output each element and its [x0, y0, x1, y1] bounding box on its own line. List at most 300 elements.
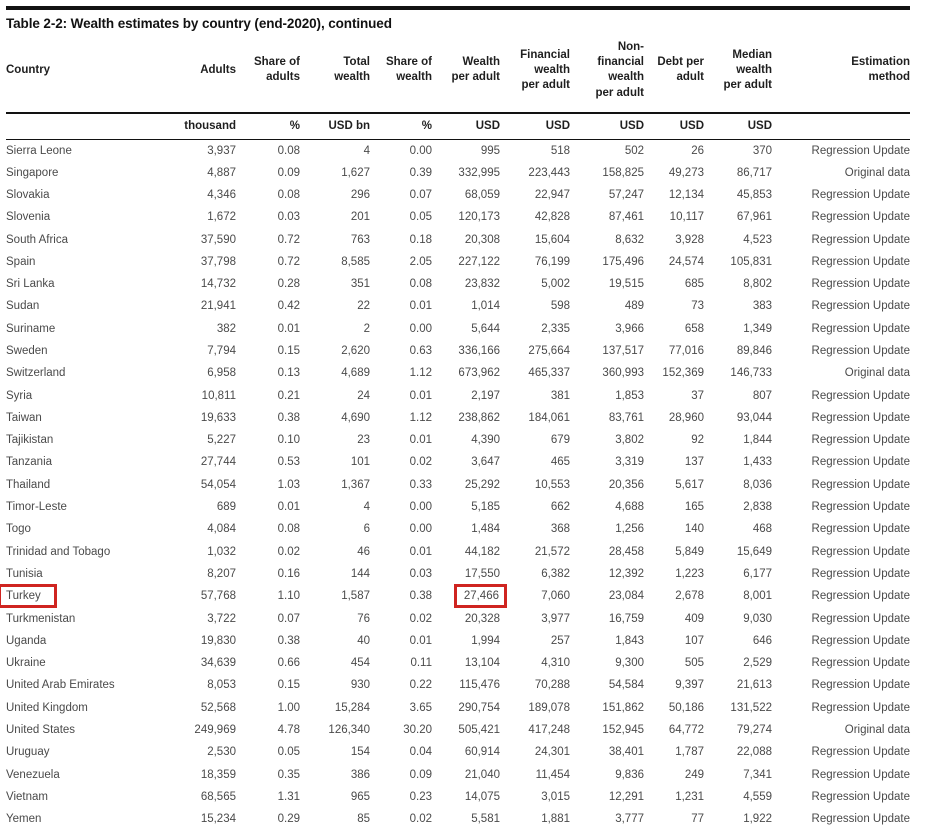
value-cell: 37,590 — [200, 233, 236, 246]
value-cell: 146,733 — [730, 367, 772, 380]
table-row — [6, 429, 910, 451]
value-cell: 60,914 — [464, 746, 500, 759]
value-cell: Original data — [844, 724, 910, 737]
value-cell: 409 — [684, 612, 704, 625]
value-cell: Regression Update — [811, 768, 910, 781]
value-cell: 1,994 — [471, 634, 500, 647]
value-cell: Regression Update — [811, 411, 910, 424]
value-cell: 0.00 — [409, 322, 432, 335]
unit-cell: USD — [644, 113, 704, 140]
value-cell: 27,744 — [200, 456, 236, 469]
value-cell: 50,186 — [668, 701, 704, 714]
value-cell: Regression Update — [811, 478, 910, 491]
value-cell: 505 — [684, 657, 704, 670]
value-cell: 336,166 — [458, 345, 500, 357]
value-cell: 77 — [691, 813, 704, 826]
value-cell: 0.66 — [277, 657, 300, 670]
country-cell: Thailand — [6, 478, 51, 491]
value-cell: 4,688 — [615, 501, 644, 514]
table-row — [6, 318, 910, 340]
value-cell: 54,054 — [200, 478, 236, 491]
value-cell: 1.10 — [277, 590, 300, 603]
value-cell: 0.33 — [409, 478, 432, 491]
value-cell: 1,627 — [341, 166, 370, 179]
value-cell: 18,359 — [200, 768, 236, 781]
value-cell: 9,397 — [675, 679, 704, 692]
value-cell: 20,308 — [464, 233, 500, 246]
table-row — [6, 563, 910, 585]
value-cell: 0.13 — [277, 367, 300, 380]
value-cell: Regression Update — [811, 233, 910, 246]
value-cell: 382 — [216, 322, 236, 335]
value-cell: 0.38 — [277, 634, 300, 647]
value-cell: 502 — [624, 144, 644, 157]
value-cell: 158,825 — [602, 166, 644, 179]
value-cell: 689 — [216, 501, 236, 514]
value-cell: 10,553 — [534, 478, 570, 491]
value-cell: 4,887 — [207, 166, 236, 179]
value-cell: 19,633 — [200, 411, 236, 424]
value-cell: 4,523 — [743, 233, 772, 246]
value-cell: 1,367 — [341, 478, 370, 491]
value-cell: 275,664 — [528, 345, 570, 357]
value-cell: 0.01 — [277, 322, 300, 335]
value-cell: 30.20 — [403, 724, 432, 737]
table-row — [6, 741, 910, 763]
table-row — [6, 273, 910, 295]
value-cell: 0.16 — [277, 567, 300, 580]
value-cell: 0.02 — [409, 813, 432, 826]
header-row — [6, 31, 910, 113]
table-row — [6, 496, 910, 518]
value-cell: 646 — [752, 634, 772, 647]
country-cell: Timor-Leste — [6, 501, 67, 514]
value-cell: 3,937 — [207, 144, 236, 157]
value-cell: 5,849 — [675, 545, 704, 558]
value-cell: 381 — [550, 389, 570, 402]
document-page — [6, 6, 910, 830]
unit-cell — [6, 113, 174, 140]
value-cell: 67,961 — [736, 211, 772, 224]
value-cell: 0.01 — [409, 300, 432, 313]
value-cell: Regression Update — [811, 501, 910, 514]
country-cell: Taiwan — [6, 411, 42, 424]
country-cell: Suriname — [6, 322, 56, 335]
table-title: Table 2-2: Wealth estimates by country (end-2020), continued — [6, 16, 392, 31]
value-cell: 1,349 — [743, 322, 772, 335]
top-rule — [6, 6, 910, 10]
highlight-box: Turkey — [0, 584, 57, 608]
country-cell — [6, 585, 174, 607]
value-cell: 2.05 — [409, 255, 432, 268]
country-cell: Singapore — [6, 166, 59, 179]
value-cell: 1,014 — [471, 300, 500, 313]
value-cell: 0.03 — [409, 567, 432, 580]
value-cell: 23,832 — [464, 278, 500, 291]
country-cell: Vietnam — [6, 790, 48, 803]
value-cell: 12,392 — [608, 567, 644, 580]
table-row — [6, 228, 910, 250]
value-cell: 15,604 — [534, 233, 570, 246]
table-row — [6, 630, 910, 652]
value-cell: 14,075 — [464, 790, 500, 803]
value-cell: 76 — [357, 612, 370, 625]
table-row — [6, 652, 910, 674]
value-cell: 227,122 — [458, 255, 500, 268]
value-cell: 1,672 — [207, 211, 236, 224]
column-header-6: Financial wealth per adult — [500, 31, 570, 113]
value-cell: 189,078 — [528, 701, 570, 714]
table-row — [6, 251, 910, 273]
value-cell: 4 — [363, 144, 370, 157]
value-cell: 107 — [684, 634, 704, 647]
value-cell: 0.04 — [409, 746, 432, 759]
value-cell: 3,802 — [615, 434, 644, 447]
value-cell: Regression Update — [811, 746, 910, 759]
column-header-2: Share of adults — [236, 31, 300, 113]
value-cell: 1.12 — [409, 367, 432, 380]
country-cell: Venezuela — [6, 768, 60, 781]
table-row — [6, 451, 910, 473]
table-row — [6, 407, 910, 429]
value-cell: Regression Update — [811, 790, 910, 803]
value-cell: 995 — [480, 144, 500, 157]
value-cell: Regression Update — [811, 278, 910, 291]
value-cell: 76,199 — [534, 255, 570, 268]
value-cell: Regression Update — [811, 612, 910, 625]
value-cell: Regression Update — [811, 679, 910, 692]
value-cell: 249,969 — [194, 724, 236, 737]
country-cell: Slovakia — [6, 188, 50, 201]
value-cell: 175,496 — [602, 255, 644, 268]
country-cell: Switzerland — [6, 367, 66, 380]
value-cell: 0.01 — [409, 389, 432, 402]
value-cell: 70,288 — [534, 679, 570, 692]
value-cell: 15,234 — [200, 813, 236, 826]
table-row — [6, 541, 910, 563]
country-cell: Togo — [6, 523, 31, 536]
value-cell: 658 — [684, 322, 704, 335]
value-cell: 5,185 — [471, 501, 500, 514]
value-cell: 2,678 — [675, 590, 704, 603]
column-header-1: Adults — [174, 31, 236, 113]
value-cell: 0.05 — [277, 746, 300, 759]
value-cell: 4.78 — [277, 724, 300, 737]
value-cell: 10,117 — [669, 211, 704, 224]
value-cell: 44,182 — [464, 545, 500, 558]
value-cell: 12,291 — [608, 790, 644, 803]
value-cell: 8,802 — [743, 278, 772, 291]
value-cell: 0.01 — [409, 545, 432, 558]
value-cell: 0.02 — [409, 456, 432, 469]
value-cell: 1.03 — [277, 478, 300, 491]
value-cell: 165 — [684, 501, 704, 514]
column-header-4: Share of wealth — [370, 31, 432, 113]
value-cell: Regression Update — [811, 590, 910, 603]
value-cell: 489 — [624, 300, 644, 313]
value-cell: Regression Update — [811, 255, 910, 268]
value-cell: 16,759 — [608, 612, 644, 625]
value-cell: 5,227 — [207, 434, 236, 447]
country-cell: Trinidad and Tobago — [6, 545, 111, 558]
unit-cell: % — [236, 113, 300, 140]
table-row — [6, 184, 910, 206]
value-cell: 38,401 — [608, 746, 644, 759]
value-cell: 0.22 — [409, 679, 432, 692]
value-cell: 20,356 — [608, 478, 644, 491]
value-cell: 0.07 — [277, 612, 300, 625]
unit-cell — [772, 113, 910, 140]
value-cell: 6,958 — [207, 367, 236, 380]
table-row — [6, 674, 910, 696]
value-cell: 26 — [691, 144, 704, 157]
value-cell: 368 — [550, 523, 570, 536]
value-cell: 0.03 — [277, 211, 300, 224]
table-row — [6, 808, 910, 830]
value-cell: 0.00 — [409, 144, 432, 157]
value-cell: 0.01 — [409, 634, 432, 647]
value-cell: 257 — [550, 634, 570, 647]
value-cell: 383 — [752, 300, 772, 313]
unit-cell: USD — [432, 113, 500, 140]
country-cell: Uganda — [6, 634, 47, 647]
value-cell: 13,104 — [464, 657, 500, 670]
value-cell: 7,341 — [743, 768, 772, 781]
value-cell: 0.39 — [409, 166, 432, 179]
value-cell: 0.08 — [277, 144, 300, 157]
value-cell: 52,568 — [200, 701, 236, 714]
country-cell: Sri Lanka — [6, 278, 55, 291]
value-cell: 0.15 — [277, 679, 300, 692]
value-cell: 417,248 — [528, 724, 570, 737]
country-cell: United States — [6, 724, 76, 737]
value-cell: 10,811 — [201, 389, 236, 402]
value-cell: 249 — [684, 768, 704, 781]
table-row — [6, 362, 910, 384]
value-cell: 0.35 — [277, 768, 300, 781]
value-cell: 37 — [691, 389, 704, 402]
country-cell: Tajikistan — [6, 434, 54, 447]
value-cell: 24,574 — [668, 255, 704, 268]
country-cell: Slovenia — [6, 211, 51, 224]
value-cell: 0.15 — [277, 345, 300, 357]
value-cell: 505,421 — [458, 724, 500, 737]
value-cell: 5,002 — [541, 278, 570, 291]
table-row — [6, 340, 910, 362]
value-cell: 0.05 — [409, 211, 432, 224]
country-cell: Spain — [6, 255, 36, 268]
value-cell: 8,632 — [615, 233, 644, 246]
value-cell: 2,529 — [743, 657, 772, 670]
country-cell: Uruguay — [6, 746, 50, 759]
value-cell: 685 — [684, 278, 704, 291]
value-cell: 0.11 — [410, 657, 432, 670]
column-header-7: Non- financial wealth per adult — [570, 31, 644, 113]
value-cell: 8,001 — [743, 590, 772, 603]
value-cell: 2,197 — [471, 389, 500, 402]
unit-cell: USD — [570, 113, 644, 140]
value-cell: 21,040 — [464, 768, 500, 781]
value-cell: 3,977 — [541, 612, 570, 625]
country-cell: Ukraine — [6, 657, 46, 670]
value-cell: 0.07 — [409, 188, 432, 201]
value-cell: 0.72 — [277, 255, 300, 268]
value-cell: 8,053 — [207, 679, 236, 692]
unit-cell: % — [370, 113, 432, 140]
value-cell: 290,754 — [458, 701, 500, 714]
value-cell: 4,559 — [743, 790, 772, 803]
value-cell: 673,962 — [458, 367, 500, 380]
value-cell: 2,838 — [743, 501, 772, 514]
value-cell: 0.38 — [409, 590, 432, 603]
value-cell: 120,173 — [458, 211, 500, 224]
value-cell: 68,059 — [464, 188, 500, 201]
value-cell: 0.28 — [277, 278, 300, 291]
value-cell: 0.29 — [277, 813, 300, 826]
value-cell: 151,862 — [602, 701, 644, 714]
value-cell: 73 — [691, 300, 704, 313]
value-cell: 465 — [550, 456, 570, 469]
value-cell: 89,846 — [736, 345, 772, 357]
value-cell: Regression Update — [811, 144, 910, 157]
value-cell: 24 — [357, 389, 370, 402]
value-cell: 25,292 — [464, 478, 500, 491]
value-cell: 42,828 — [534, 211, 570, 224]
value-cell: 144 — [350, 567, 370, 580]
value-cell: 28,960 — [668, 411, 704, 424]
value-cell: 68,565 — [200, 790, 236, 803]
value-cell: 0.02 — [277, 545, 300, 558]
value-cell: 351 — [350, 278, 370, 291]
value-cell: 3,319 — [615, 456, 644, 469]
value-cell: 20,328 — [464, 612, 500, 625]
value-cell: 6,177 — [743, 567, 772, 580]
value-cell: 64,772 — [668, 724, 704, 737]
value-cell: 1,433 — [743, 456, 772, 469]
value-cell: 57,768 — [200, 590, 236, 603]
value-cell: Regression Update — [811, 389, 910, 402]
value-cell: 12,134 — [668, 188, 704, 201]
value-cell — [432, 585, 500, 607]
units-row — [6, 113, 910, 140]
value-cell: 1.00 — [277, 701, 300, 714]
value-cell: 45,853 — [736, 188, 772, 201]
value-cell: 22,088 — [736, 746, 772, 759]
value-cell: 2 — [363, 322, 370, 335]
value-cell: 24,301 — [534, 746, 570, 759]
value-cell: 3,777 — [615, 813, 644, 826]
value-cell: 46 — [357, 545, 370, 558]
value-cell: Regression Update — [811, 211, 910, 224]
value-cell: 1,587 — [341, 590, 370, 603]
value-cell: 332,995 — [458, 166, 500, 179]
value-cell: 0.72 — [277, 233, 300, 246]
value-cell: 0.01 — [277, 501, 300, 514]
table-row — [6, 161, 910, 183]
value-cell: 465,337 — [528, 367, 570, 380]
value-cell: 1,853 — [615, 389, 644, 402]
value-cell: 6,382 — [541, 567, 570, 580]
value-cell: 115,476 — [459, 679, 500, 692]
value-cell: 19,515 — [608, 278, 644, 291]
value-cell: 22 — [357, 300, 370, 313]
value-cell: 518 — [550, 144, 570, 157]
value-cell: 0.08 — [277, 523, 300, 536]
value-cell: 2,335 — [541, 322, 570, 335]
value-cell: 662 — [550, 501, 570, 514]
country-cell: Sweden — [6, 345, 48, 357]
value-cell: 57,247 — [608, 188, 644, 201]
value-cell: 152,369 — [662, 367, 704, 380]
value-cell: 77,016 — [668, 345, 704, 357]
value-cell: 15,284 — [334, 701, 370, 714]
value-cell: 154 — [350, 746, 370, 759]
table-row — [6, 607, 910, 629]
wealth-table — [6, 31, 910, 830]
highlight-box: 27,466 — [454, 584, 507, 608]
value-cell: 598 — [550, 300, 570, 313]
country-cell: United Kingdom — [6, 701, 88, 714]
value-cell: 0.23 — [409, 790, 432, 803]
value-cell: 0.63 — [409, 345, 432, 357]
value-cell: 92 — [691, 434, 704, 447]
value-cell: 223,443 — [528, 166, 570, 179]
table-row — [6, 518, 910, 540]
value-cell: 105,831 — [730, 255, 772, 268]
value-cell: 7,060 — [541, 590, 570, 603]
value-cell: 21,613 — [736, 679, 772, 692]
value-cell: 1,844 — [743, 434, 772, 447]
table-row — [6, 719, 910, 741]
unit-cell: USD bn — [300, 113, 370, 140]
value-cell: 0.18 — [409, 233, 432, 246]
table-row — [6, 139, 910, 161]
value-cell: 5,617 — [675, 478, 704, 491]
value-cell: 6 — [363, 523, 370, 536]
value-cell: 152,945 — [602, 724, 644, 737]
value-cell: 0.08 — [409, 278, 432, 291]
value-cell: 0.09 — [277, 166, 300, 179]
value-cell: 0.00 — [409, 523, 432, 536]
value-cell: 15,649 — [736, 545, 772, 558]
value-cell: 49,273 — [668, 166, 704, 179]
value-cell: 86,717 — [736, 166, 772, 179]
value-cell: 4,346 — [207, 188, 236, 201]
value-cell: 93,044 — [736, 411, 772, 424]
value-cell: 201 — [350, 211, 370, 224]
column-header-country: Country — [6, 31, 174, 113]
country-cell: United Arab Emirates — [6, 679, 115, 692]
value-cell: 87,461 — [608, 211, 644, 224]
value-cell: 4,390 — [471, 434, 500, 447]
value-cell: 101 — [350, 456, 370, 469]
value-cell: 1,032 — [207, 545, 236, 558]
value-cell: 5,644 — [471, 322, 500, 335]
value-cell: Original data — [844, 166, 910, 179]
value-cell: 370 — [752, 144, 772, 157]
table-row — [6, 764, 910, 786]
value-cell: 679 — [550, 434, 570, 447]
value-cell: Regression Update — [811, 345, 910, 357]
table-row — [6, 206, 910, 228]
value-cell: Regression Update — [811, 657, 910, 670]
value-cell: 11,454 — [535, 768, 570, 781]
column-header-5: Wealth per adult — [432, 31, 500, 113]
value-cell: 2,530 — [207, 746, 236, 759]
value-cell: Regression Update — [811, 545, 910, 558]
value-cell: 238,862 — [458, 411, 500, 424]
value-cell: 0.02 — [409, 612, 432, 625]
